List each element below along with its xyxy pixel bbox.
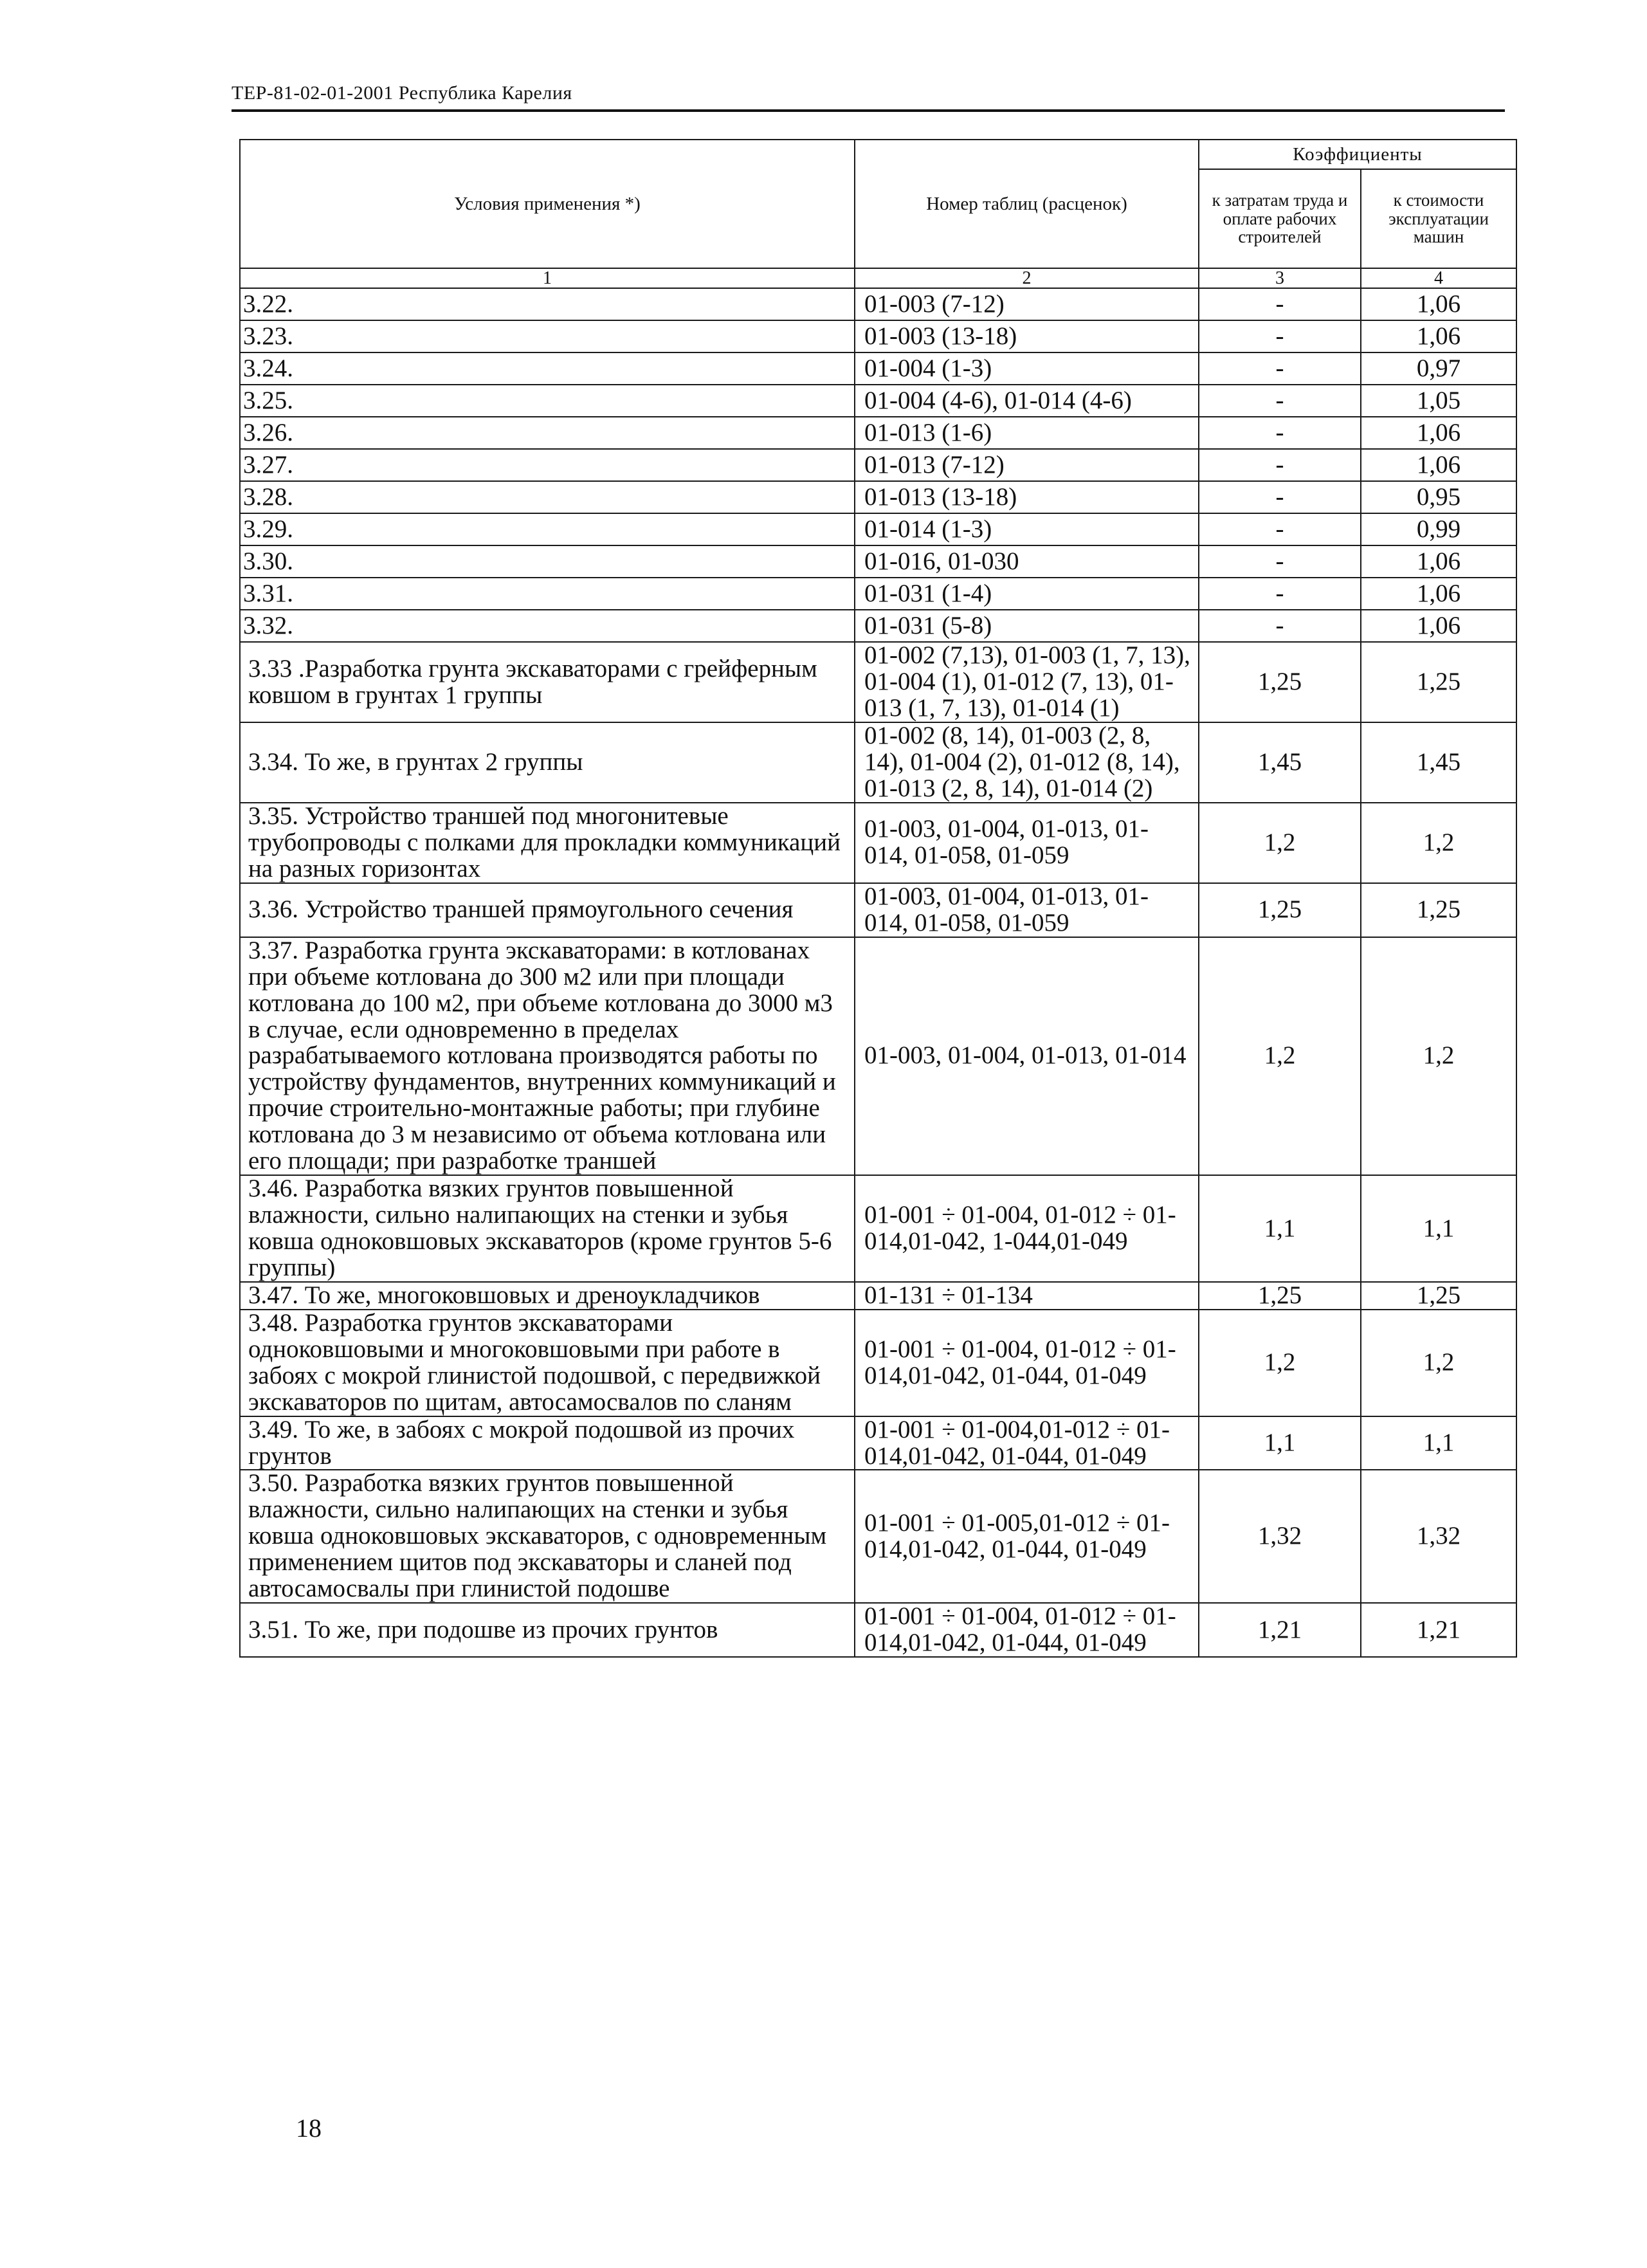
row-condition: 3.37. Разработка грунта экскаваторами: в котлованах при объеме котлована до 300 м2 или при площади котлована до 100 м2, при объеме котлована до 3000 м3 в случае, если одновременно в пределах разрабатываемого котлована производятся работы по устройству фундаментов, внутренних коммуникаций и прочие строительно-монтажные работы; при глубине котлована до 3 м независимо от объема котлована или его площади; при разработке траншей	[240, 937, 855, 1175]
row-machines-coef: 1,2	[1361, 803, 1516, 883]
row-machines-coef: 1,06	[1361, 288, 1516, 320]
row-tables: 01-001 ÷ 01-004,01-012 ÷ 01-014,01-042, 01-044, 01-049	[855, 1416, 1199, 1470]
row-labor-coef: 1,2	[1199, 803, 1361, 883]
table-row	[240, 1282, 1516, 1310]
row-labor-coef: -	[1199, 352, 1361, 385]
row-labor-coef: 1,25	[1199, 1282, 1361, 1310]
row-machines-coef: 1,32	[1361, 1470, 1516, 1603]
header-machines: к стоимости эксплуатации машин	[1361, 169, 1516, 268]
row-condition: 3.36. Устройство траншей прямоугольного сечения	[240, 883, 855, 937]
row-machines-coef: 1,25	[1361, 1282, 1516, 1310]
row-tables: 01-131 ÷ 01-134	[855, 1282, 1199, 1310]
row-tables: 01-014 (1-3)	[855, 513, 1199, 545]
row-tables: 01-016, 01-030	[855, 545, 1199, 578]
row-tables: 01-013 (13-18)	[855, 481, 1199, 513]
row-machines-coef: 0,95	[1361, 481, 1516, 513]
row-condition: 3.50. Разработка вязких грунтов повышенной влажности, сильно налипающих на стенки и зубья ковша одноковшовых экскаваторов, с одновременным применением щитов под экскаваторы и сланей под автосамосвалы при глинистой подошве	[240, 1470, 855, 1603]
row-condition: 3.48. Разработка грунтов экскаваторами одноковшовыми и многоковшовыми при работе в забоях с мокрой глинистой подошвой, с передвижкой экскаваторов по щитам, автосамосвалов по сланям	[240, 1310, 855, 1416]
row-condition: 3.35. Устройство траншей под многонитевые трубопроводы с полками для прокладки коммуникаций на разных горизонтах	[240, 803, 855, 883]
coefficients-table	[239, 139, 1517, 1658]
row-machines-coef: 1,21	[1361, 1603, 1516, 1657]
row-condition: 3.28.	[240, 481, 855, 513]
table-row	[240, 288, 1516, 320]
row-machines-coef: 1,45	[1361, 722, 1516, 803]
row-condition: 3.25.	[240, 385, 855, 417]
row-machines-coef: 1,06	[1361, 417, 1516, 449]
row-condition: 3.30.	[240, 545, 855, 578]
row-condition: 3.34. То же, в грунтах 2 группы	[240, 722, 855, 803]
row-machines-coef: 0,97	[1361, 352, 1516, 385]
row-tables: 01-001 ÷ 01-004, 01-012 ÷ 01-014,01-042, 01-044, 01-049	[855, 1603, 1199, 1657]
row-condition: 3.23.	[240, 320, 855, 352]
row-labor-coef: 1,1	[1199, 1175, 1361, 1282]
table-row	[240, 1603, 1516, 1657]
table-row	[240, 1416, 1516, 1470]
header-table-numbers: Номер таблиц (расценок)	[855, 140, 1199, 268]
header-conditions: Условия применения *)	[240, 140, 855, 268]
row-labor-coef: 1,21	[1199, 1603, 1361, 1657]
row-labor-coef: 1,32	[1199, 1470, 1361, 1603]
row-condition: 3.27.	[240, 449, 855, 481]
row-tables: 01-013 (1-6)	[855, 417, 1199, 449]
row-machines-coef: 1,06	[1361, 545, 1516, 578]
row-machines-coef: 1,05	[1361, 385, 1516, 417]
table-row	[240, 1310, 1516, 1416]
row-labor-coef: 1,2	[1199, 1310, 1361, 1416]
table-row	[240, 803, 1516, 883]
table-row	[240, 385, 1516, 417]
table-row	[240, 481, 1516, 513]
row-tables: 01-031 (5-8)	[855, 610, 1199, 642]
header-rule	[232, 109, 1505, 112]
row-machines-coef: 1,06	[1361, 610, 1516, 642]
row-tables: 01-003, 01-004, 01-013, 01-014, 01-058, 01-059	[855, 803, 1199, 883]
table-row	[240, 449, 1516, 481]
row-labor-coef: 1,25	[1199, 642, 1361, 722]
row-machines-coef: 1,2	[1361, 937, 1516, 1175]
row-tables: 01-002 (7,13), 01-003 (1, 7, 13), 01-004 (1), 01-012 (7, 13), 01-013 (1, 7, 13), 01-014 (1)	[855, 642, 1199, 722]
row-labor-coef: -	[1199, 288, 1361, 320]
row-condition: 3.47. То же, многоковшовых и дреноукладчиков	[240, 1282, 855, 1310]
row-condition: 3.31.	[240, 578, 855, 610]
column-number: 1	[240, 268, 855, 288]
row-condition: 3.33 .Разработка грунта экскаваторами с грейферным ковшом в грунтах 1 группы	[240, 642, 855, 722]
row-condition: 3.22.	[240, 288, 855, 320]
row-condition: 3.32.	[240, 610, 855, 642]
row-machines-coef: 1,25	[1361, 883, 1516, 937]
table-row	[240, 578, 1516, 610]
row-machines-coef: 1,2	[1361, 1310, 1516, 1416]
row-condition: 3.46. Разработка вязких грунтов повышенной влажности, сильно налипающих на стенки и зубья ковша одноковшовых экскаваторов (кроме грунтов 5-6 группы)	[240, 1175, 855, 1282]
table-row	[240, 320, 1516, 352]
row-condition: 3.24.	[240, 352, 855, 385]
row-machines-coef: 1,1	[1361, 1175, 1516, 1282]
row-machines-coef: 1,06	[1361, 578, 1516, 610]
row-tables: 01-001 ÷ 01-004, 01-012 ÷ 01-014,01-042, 1-044,01-049	[855, 1175, 1199, 1282]
column-number: 4	[1361, 268, 1516, 288]
row-labor-coef: -	[1199, 385, 1361, 417]
row-labor-coef: 1,45	[1199, 722, 1361, 803]
row-machines-coef: 1,1	[1361, 1416, 1516, 1470]
row-machines-coef: 1,06	[1361, 320, 1516, 352]
row-tables: 01-002 (8, 14), 01-003 (2, 8, 14), 01-004 (2), 01-012 (8, 14), 01-013 (2, 8, 14), 01-014 (2)	[855, 722, 1199, 803]
column-number: 3	[1199, 268, 1361, 288]
table-row	[240, 1470, 1516, 1603]
row-tables: 01-003, 01-004, 01-013, 01-014, 01-058, 01-059	[855, 883, 1199, 937]
row-tables: 01-031 (1-4)	[855, 578, 1199, 610]
column-number-row	[240, 268, 1516, 288]
row-labor-coef: -	[1199, 578, 1361, 610]
table-row	[240, 352, 1516, 385]
table-row	[240, 722, 1516, 803]
row-tables: 01-013 (7-12)	[855, 449, 1199, 481]
table-row	[240, 513, 1516, 545]
row-tables: 01-001 ÷ 01-005,01-012 ÷ 01-014,01-042, 01-044, 01-049	[855, 1470, 1199, 1603]
running-header: ТЕР-81-02-01-2001 Республика Карелия	[232, 82, 572, 104]
row-machines-coef: 1,06	[1361, 449, 1516, 481]
row-condition: 3.51. То же, при подошве из прочих грунтов	[240, 1603, 855, 1657]
row-machines-coef: 1,25	[1361, 642, 1516, 722]
row-tables: 01-003, 01-004, 01-013, 01-014	[855, 937, 1199, 1175]
table-row	[240, 545, 1516, 578]
row-labor-coef: 1,2	[1199, 937, 1361, 1175]
row-labor-coef: -	[1199, 610, 1361, 642]
table-row	[240, 937, 1516, 1175]
row-labor-coef: -	[1199, 545, 1361, 578]
row-labor-coef: -	[1199, 320, 1361, 352]
table-row	[240, 610, 1516, 642]
row-labor-coef: -	[1199, 417, 1361, 449]
header-coefficients: Коэффициенты	[1199, 140, 1516, 169]
table-row	[240, 883, 1516, 937]
row-labor-coef: -	[1199, 481, 1361, 513]
table-row	[240, 1175, 1516, 1282]
row-tables: 01-003 (13-18)	[855, 320, 1199, 352]
row-tables: 01-004 (4-6), 01-014 (4-6)	[855, 385, 1199, 417]
row-labor-coef: 1,1	[1199, 1416, 1361, 1470]
column-number: 2	[855, 268, 1199, 288]
row-machines-coef: 0,99	[1361, 513, 1516, 545]
row-labor-coef: 1,25	[1199, 883, 1361, 937]
row-labor-coef: -	[1199, 513, 1361, 545]
row-condition: 3.26.	[240, 417, 855, 449]
table-row	[240, 642, 1516, 722]
page-number: 18	[296, 2114, 322, 2143]
row-tables: 01-003 (7-12)	[855, 288, 1199, 320]
row-labor-coef: -	[1199, 449, 1361, 481]
row-tables: 01-004 (1-3)	[855, 352, 1199, 385]
row-condition: 3.29.	[240, 513, 855, 545]
table-row	[240, 417, 1516, 449]
row-tables: 01-001 ÷ 01-004, 01-012 ÷ 01-014,01-042, 01-044, 01-049	[855, 1310, 1199, 1416]
header-labor: к затратам труда и оплате рабочих строителей	[1199, 169, 1361, 268]
row-condition: 3.49. То же, в забоях с мокрой подошвой из прочих грунтов	[240, 1416, 855, 1470]
